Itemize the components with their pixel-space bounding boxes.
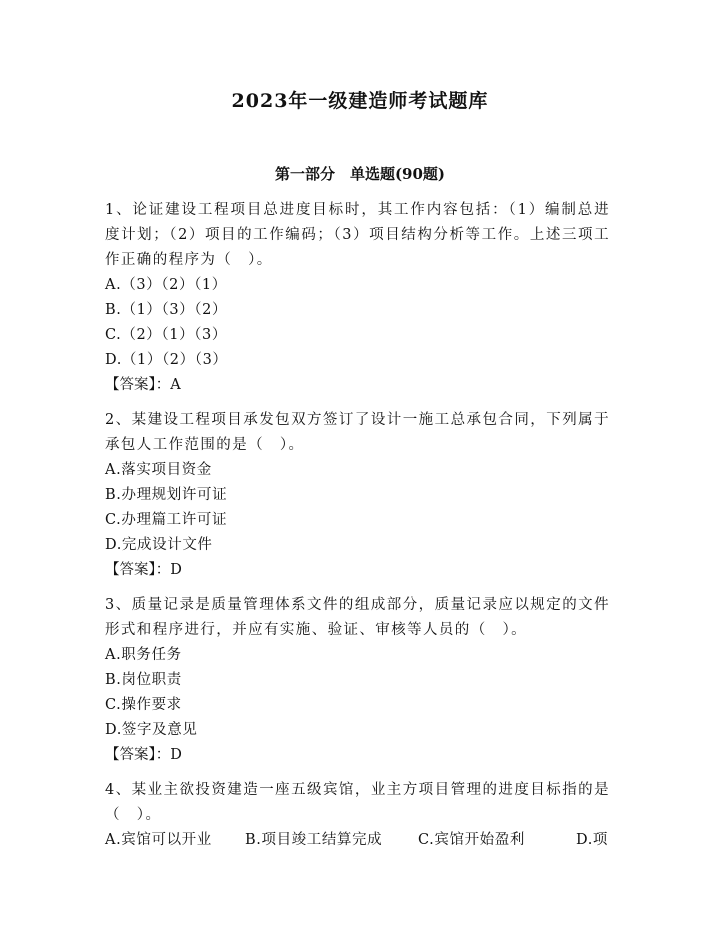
option-d: D.（1）（2）（3）	[105, 352, 228, 368]
document-title: 2023年一级建造师考试题库	[231, 90, 489, 112]
answer: 【答案】：A	[105, 377, 181, 393]
option-c: C.（2）（1）（3）	[105, 327, 227, 343]
option-d: D.完成设计文件	[105, 537, 213, 553]
option-c: C.操作要求	[105, 697, 182, 713]
question-stem: 2、某建设工程项目承发包双方签订了设计一施工总承包合同，下列属于承包人工作范围的是（ ）。	[105, 412, 610, 453]
option-a: A.落实项目资金	[105, 462, 212, 478]
question-list	[105, 198, 610, 853]
option-row	[105, 828, 610, 853]
option-a: A.职务任务	[105, 647, 182, 663]
answer: 【答案】：D	[105, 747, 182, 763]
question-4	[105, 778, 610, 853]
question-stem: 1、论证建设工程项目总进度目标时，其工作内容包括：（1）编制总进度计划；（2）项目的工作编码；（3）项目结构分析等工作。上述三项工作正确的程序为（ ）。	[105, 202, 610, 268]
option-b: B.项目竣工结算完成	[245, 832, 383, 848]
option-a: A.宾馆可以开业	[105, 832, 212, 848]
answer: 【答案】：D	[105, 562, 182, 578]
option-d: D.签字及意见	[105, 722, 198, 738]
option-c: C.办理篇工许可证	[105, 512, 228, 528]
question-stem: 4、某业主欲投资建造一座五级宾馆，业主方项目管理的进度目标指的是（ ）。	[105, 782, 610, 823]
option-b: B.岗位职责	[105, 672, 182, 688]
option-d: D.项	[576, 832, 609, 848]
question-2	[105, 408, 610, 583]
question-3	[105, 593, 610, 768]
option-a: A.（3）（2）（1）	[105, 277, 227, 293]
question-1	[105, 198, 610, 398]
option-c: C.宾馆开始盈利	[418, 832, 525, 848]
section-heading: 第一部分 单选题(90题)	[274, 165, 446, 183]
question-stem: 3、质量记录是质量管理体系文件的组成部分，质量记录应以规定的文件形式和程序进行，并应有实施、验证、审核等人员的（ ）。	[105, 597, 610, 638]
option-b: B.（1）（3）（2）	[105, 302, 228, 318]
option-b: B.办理规划许可证	[105, 487, 228, 503]
